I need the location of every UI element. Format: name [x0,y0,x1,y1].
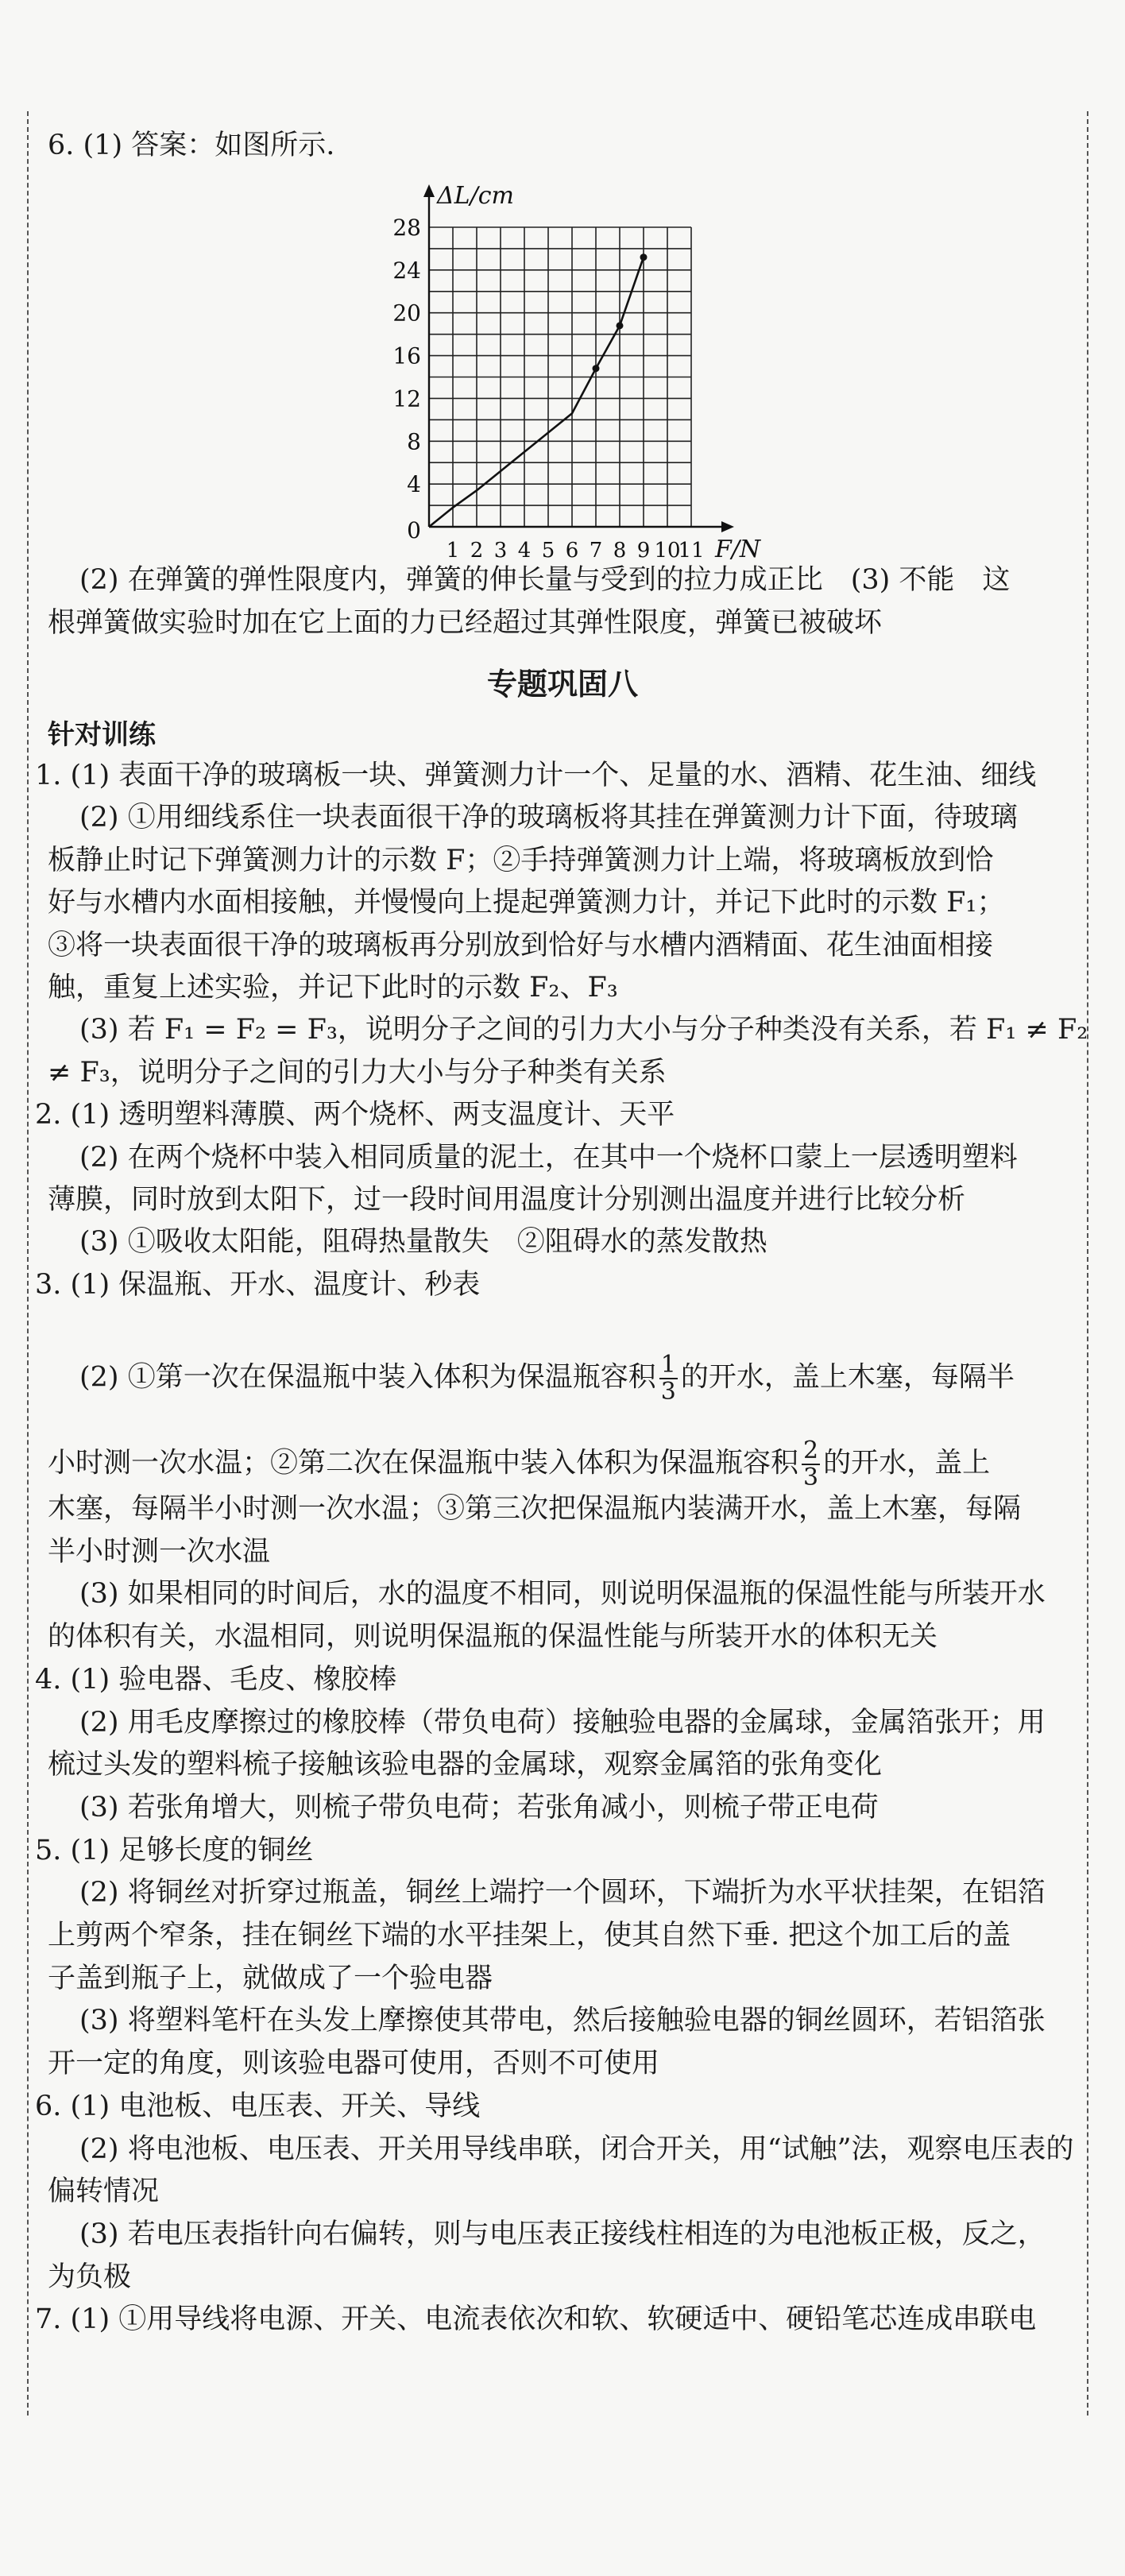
answer-line: (3) ①吸收太阳能，阻碍热量散失 ②阻碍水的蒸发散热 [79,1226,767,1259]
x-tick-label: 7 [589,539,603,563]
y-tick-label: 20 [392,300,421,327]
answer-line: 触，重复上述实验，并记下此时的示数 F₂、F₃ [48,972,618,1004]
frac2-denominator: 3 [803,1464,819,1491]
answer-line: (3) 将塑料笔杆在头发上摩擦使其带电，然后接触验电器的铜丝圆环，若铝箔张 [79,2005,1046,2037]
x-tick-label: 2 [470,539,484,563]
answer-line: 梳过头发的塑料梳子接触该验电器的金属球，观察金属箔的张角变化 [48,1749,883,1781]
section-title: 专题巩固八 [486,667,638,702]
q3-part2-line1 [79,1352,1015,1405]
answer-line: ③将一块表面很干净的玻璃板再分别放到恰好与水槽内酒精面、花生油面相接 [48,929,994,961]
q3-line1-text-a: (2) ①第一次在保温瓶中装入体积为保温瓶容积 [79,1361,656,1394]
answer-line: 上剪两个窄条，挂在铜丝下端的水平挂架上，使其自然下垂. 把这个加工后的盖 [48,1920,1011,1951]
q3-line1-text-b: 的开水，盖上木塞，每隔半 [680,1361,1015,1394]
x-tick-label: 5 [541,539,555,563]
y-tick-label: 16 [392,342,421,369]
y-tick-label: 8 [407,428,421,455]
x-tick-label: 6 [565,539,579,563]
answer-line: 4. (1) 验电器、毛皮、橡胶棒 [35,1663,397,1696]
x-tick-label: 1 [446,539,460,563]
q6-part2-line2: 根弹簧做实验时加在它上面的力已经超过其弹性限度，弹簧已被破坏 [48,607,883,639]
data-point [617,322,624,329]
spring-extension-chart [373,171,787,568]
answer-line: (3) 若 F₁ = F₂ = F₃，说明分子之间的引力大小与分子种类没有关系，若 F₁ ≠ F₂ [79,1014,1088,1046]
y-axis-arrow [423,184,435,197]
answer-line: 子盖到瓶子上，就做成了一个验电器 [48,1962,493,1994]
answer-line: 5. (1) 足够长度的铜丝 [35,1834,314,1866]
answer-line: 7. (1) ①用导线将电源、开关、电流表依次和软、软硬适中、硬铅笔芯连成串联电 [35,2303,1037,2336]
answer-line: 3. (1) 保温瓶、开水、温度计、秒表 [35,1268,481,1301]
fraction-two-thirds [802,1438,820,1491]
answer-line: (3) 若电压表指针向右偏转，则与电压表正接线柱相连的为电池板正极，反之， [79,2218,1046,2250]
frac1-denominator: 3 [660,1378,676,1406]
right-dashed-rule [1087,111,1088,2415]
x-tick-label: 4 [517,539,532,563]
answer-line: 开一定的角度，则该验电器可使用，否则不可使用 [48,2048,660,2080]
x-axis-arrow [721,521,734,532]
x-tick-label: 3 [493,539,508,563]
answer-line: 的体积有关，水温相同，则说明保温瓶的保温性能与所装开水的体积无关 [48,1621,938,1654]
left-dashed-rule [27,111,29,2415]
x-tick-label: 10 [654,539,681,563]
answer-line: ≠ F₃，说明分子之间的引力大小与分子种类有关系 [48,1056,667,1089]
answer-line: 为负极 [48,2261,132,2293]
frac1-numerator: 1 [660,1351,676,1379]
y-tick-label: 24 [392,257,421,284]
answer-line: (2) 将铜丝对折穿过瓶盖，铜丝上端拧一个圆环，下端折为水平状挂架，在铝箔 [79,1877,1046,1909]
answer-line: 2. (1) 透明塑料薄膜、两个烧杯、两支温度计、天平 [35,1099,675,1131]
answer-line: 1. (1) 表面干净的玻璃板一块、弹簧测力计一个、足量的水、酒精、花生油、细线 [35,760,1037,791]
data-point [593,365,600,372]
y-axis-label: ΔL/cm [437,182,514,210]
answer-line: (3) 如果相同的时间后，水的温度不相同，则说明保温瓶的保温性能与所装开水 [79,1578,1046,1611]
y-tick-label: 12 [392,385,421,412]
y-tick-label: 28 [392,215,421,241]
q6-part2-line1: (2) 在弹簧的弹性限度内，弹簧的伸长量与受到的拉力成正比 (3) 不能 这 [79,564,1011,596]
x-axis-label: F/N [715,536,761,563]
x-tick-label: 9 [636,539,651,563]
answer-line: 好与水槽内水面相接触，并慢慢向上提起弹簧测力计，并记下此时的示数 F₁； [48,887,1005,919]
q3-line2-text-b: 的开水，盖上 [823,1447,991,1479]
fraction-one-third [659,1352,678,1405]
answer-line: 6. (1) 电池板、电压表、开关、导线 [35,2090,481,2122]
answer-line: (2) 将电池板、电压表、开关用导线串联，闭合开关，用“试触”法，观察电压表的 [79,2133,1074,2165]
x-tick-label: 11 [678,539,705,563]
q6-header: 6. (1) 答案：如图所示. [48,130,335,161]
answer-line: (2) ①用细线系住一块表面很干净的玻璃板将其挂在弹簧测力计下面，待玻璃 [79,802,1018,834]
y-tick-label: 4 [407,471,421,498]
x-tick-label: 8 [613,539,627,563]
answer-line: 偏转情况 [48,2176,160,2208]
origin-label: 0 [407,517,421,543]
q3-line2-text-a: 小时测一次水温；②第二次在保温瓶中装入体积为保温瓶容积 [48,1447,799,1479]
answer-line: (2) 用毛皮摩擦过的橡胶棒（带负电荷）接触验电器的金属球，金属箔张开；用 [79,1706,1046,1739]
data-series-line [429,257,644,527]
q3-part2-line2 [48,1438,990,1491]
section-subtitle: 针对训练 [48,719,156,751]
answer-line: 板静止时记下弹簧测力计的示数 F；②手持弹簧测力计上端，将玻璃板放到恰 [48,844,994,876]
answer-line: (2) 在两个烧杯中装入相同质量的泥土，在其中一个烧杯口蒙上一层透明塑料 [79,1141,1018,1174]
answer-line: 半小时测一次水温 [48,1535,271,1568]
data-point [640,253,648,261]
answer-line: (3) 若张角增大，则梳子带负电荷；若张角减小，则梳子带正电荷 [79,1791,879,1824]
answer-line: 薄膜，同时放到太阳下，过一段时间用温度计分别测出温度并进行比较分析 [48,1184,966,1216]
frac2-numerator: 2 [803,1437,819,1464]
answer-line: 木塞，每隔半小时测一次水温；③第三次把保温瓶内装满开水，盖上木塞，每隔 [48,1493,1022,1525]
